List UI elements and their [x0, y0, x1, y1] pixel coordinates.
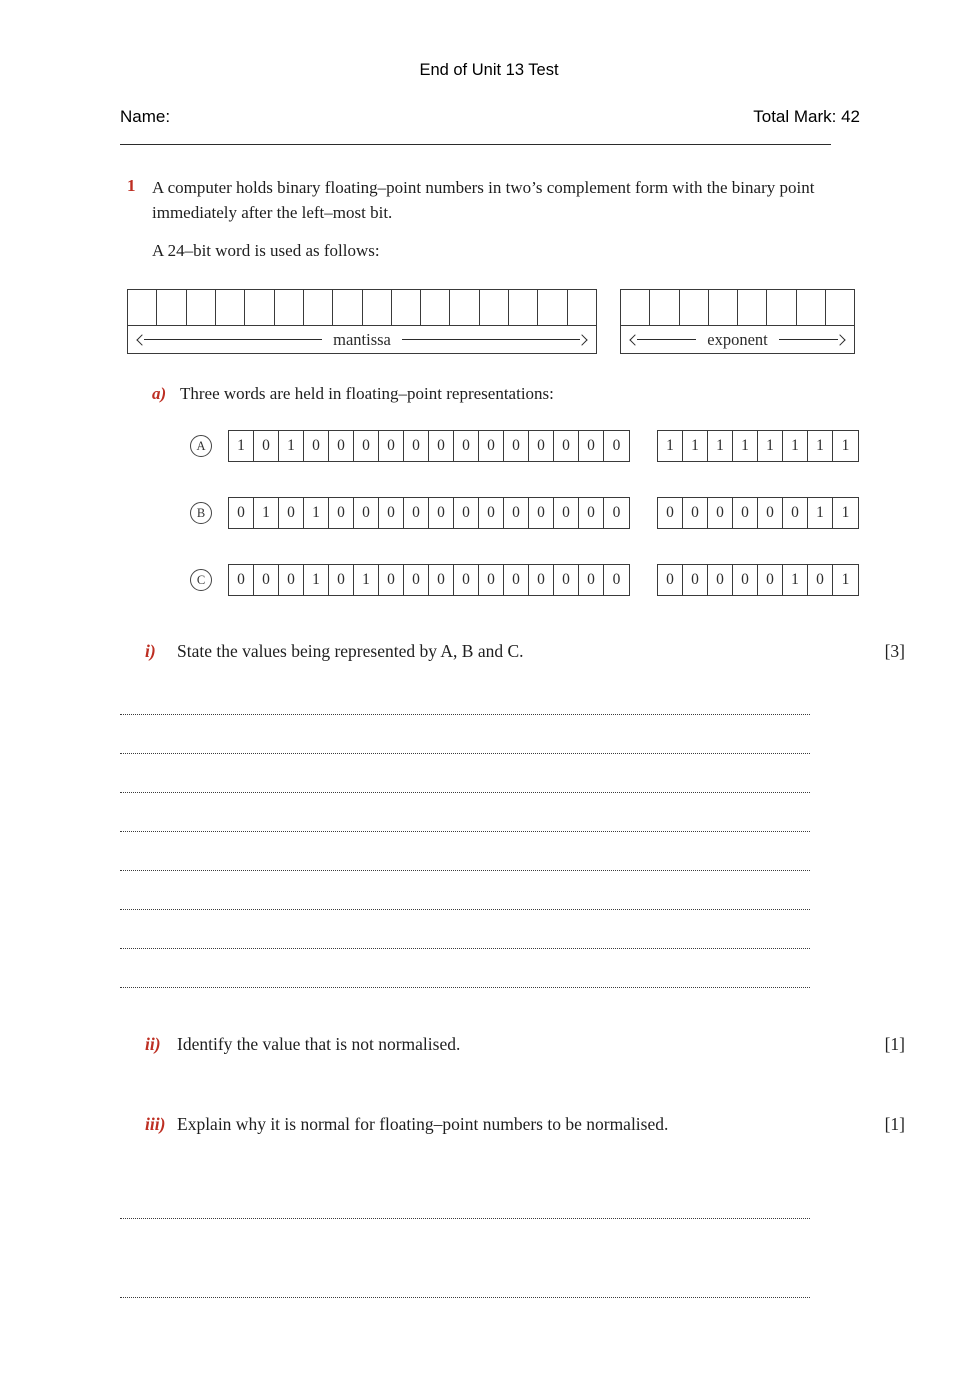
exponent-bits-c: [657, 564, 859, 596]
bit-cell: 1: [304, 565, 329, 595]
bit-cell: 0: [554, 498, 579, 528]
word-format-diagram: [127, 289, 905, 354]
part-i: [127, 639, 905, 664]
bit-cell: 0: [254, 565, 279, 595]
question-1-head: [127, 175, 905, 263]
word-row-c: [190, 564, 905, 596]
answer-line: [120, 715, 810, 754]
word-circle-label-c: C: [190, 569, 212, 591]
bit-cell: [333, 290, 362, 325]
answer-line: [120, 871, 810, 910]
mantissa-bits-a: [228, 430, 630, 462]
bit-cell: 0: [354, 431, 379, 461]
part-iii-label: iii): [145, 1114, 166, 1134]
bit-cell: 0: [429, 565, 454, 595]
answer-line: [120, 910, 810, 949]
bit-cell: 1: [304, 498, 329, 528]
bit-cell: [767, 290, 796, 325]
bit-cell: 0: [579, 565, 604, 595]
bit-cell: [421, 290, 450, 325]
bit-cell: 0: [379, 498, 404, 528]
bit-cell: 0: [404, 565, 429, 595]
bit-cell: 1: [254, 498, 279, 528]
bit-cell: 1: [279, 431, 304, 461]
bit-cell: [509, 290, 538, 325]
exponent-bits-b: [657, 497, 859, 529]
bit-cell: 0: [529, 498, 554, 528]
bit-cell: 0: [708, 498, 733, 528]
bit-cell: 1: [841, 437, 850, 454]
part-ii-text: Identify the value that is not normalised.: [177, 1034, 461, 1054]
bit-cell: 0: [229, 565, 254, 595]
header-name-row: [120, 107, 860, 127]
mantissa-bits-b: [228, 497, 630, 529]
exponent-bits-a: [657, 430, 859, 462]
question-word-line: A 24–bit word is used as follows:: [152, 241, 380, 260]
part-i-text: State the values being represented by A, B and C.: [177, 641, 524, 661]
bit-cell: 0: [304, 431, 329, 461]
arrow-left-icon: [629, 334, 640, 345]
words-list: [127, 430, 905, 596]
bit-cell: 0: [454, 498, 479, 528]
bit-cell: 1: [708, 431, 733, 461]
bit-cell: 1: [683, 431, 708, 461]
bit-cell: 0: [554, 431, 579, 461]
bit-cell: 1: [354, 565, 379, 595]
part-ii: [127, 1032, 905, 1057]
bit-cell: 0: [279, 498, 304, 528]
bit-cell: 1: [808, 431, 833, 461]
bit-cell: 0: [454, 565, 479, 595]
total-mark-label: Total Mark: 42: [753, 107, 860, 126]
bit-cell: [392, 290, 421, 325]
bit-cell: 0: [479, 565, 504, 595]
bit-cell: 0: [379, 565, 404, 595]
part-iii-marks: [1]: [884, 1114, 905, 1134]
word-row-b: [190, 497, 905, 529]
bit-cell: [275, 290, 304, 325]
bit-cell: [128, 290, 157, 325]
name-label: Name:: [120, 107, 171, 126]
mantissa-arrow-label: [128, 326, 596, 353]
bit-cell: 0: [658, 498, 683, 528]
bit-cell: [304, 290, 333, 325]
arrow-line: [637, 339, 696, 340]
bit-cell: 1: [783, 565, 808, 595]
bit-cell: 0: [379, 431, 404, 461]
bit-cell: [621, 290, 650, 325]
bit-cell: [568, 290, 596, 325]
bit-cell: 0: [429, 431, 454, 461]
bit-cell: [826, 290, 854, 325]
exponent-label: exponent: [707, 329, 768, 349]
bit-cell: [738, 290, 767, 325]
bit-cell: 1: [808, 498, 833, 528]
bit-cell: [187, 290, 216, 325]
word-row-a: [190, 430, 905, 462]
question-number: 1: [127, 176, 136, 195]
bit-cell: 0: [504, 498, 529, 528]
bit-cell: 0: [354, 498, 379, 528]
bit-cell: [216, 290, 245, 325]
bit-cell: 0: [479, 431, 504, 461]
bit-cell: 0: [329, 431, 354, 461]
bit-cell: 1: [841, 504, 850, 521]
mantissa-empty-cells: [128, 290, 596, 326]
bit-cell: 1: [783, 431, 808, 461]
answer-line: [120, 1140, 810, 1219]
bit-cell: 0: [479, 498, 504, 528]
answer-line: [120, 949, 810, 988]
bit-cell: 0: [683, 565, 708, 595]
answer-line: [120, 754, 810, 793]
bit-cell: 0: [529, 431, 554, 461]
bit-cell: 0: [733, 498, 758, 528]
bit-cell: 0: [758, 498, 783, 528]
bit-cell: [157, 290, 186, 325]
exponent-empty-cells: [621, 290, 854, 326]
question-text: [152, 175, 857, 263]
mantissa-bits-c: [228, 564, 630, 596]
bit-cell: 0: [254, 431, 279, 461]
bit-cell: 0: [454, 431, 479, 461]
arrow-right-icon: [576, 334, 587, 345]
part-a: [127, 381, 905, 406]
bit-cell: 0: [612, 504, 621, 521]
bit-cell: 0: [708, 565, 733, 595]
bit-cell: 0: [612, 437, 621, 454]
bit-cell: [363, 290, 392, 325]
part-iii: [127, 1112, 905, 1137]
bit-cell: 0: [579, 431, 604, 461]
bit-cell: 0: [279, 565, 304, 595]
bit-cell: [538, 290, 567, 325]
bit-cell: 0: [329, 565, 354, 595]
bit-cell: 1: [758, 431, 783, 461]
bit-cell: [450, 290, 479, 325]
question-1: [127, 175, 905, 1298]
exponent-box: [620, 289, 855, 354]
bit-cell: 0: [758, 565, 783, 595]
bit-cell: 0: [612, 571, 621, 588]
bit-cell: [650, 290, 679, 325]
answer-line: [120, 676, 810, 715]
document-title: End of Unit 13 Test: [419, 61, 559, 79]
bit-cell: [680, 290, 709, 325]
answer-line: [120, 1219, 810, 1298]
bit-cell: 0: [529, 565, 554, 595]
bit-cell: 0: [404, 498, 429, 528]
exponent-arrow-label: [621, 326, 854, 353]
bit-cell: 0: [658, 565, 683, 595]
part-ii-marks: [1]: [884, 1034, 905, 1054]
bit-cell: 0: [683, 498, 708, 528]
bit-cell: 1: [733, 431, 758, 461]
header-rule: [120, 144, 831, 145]
question-intro: A computer holds binary floating–point numbers in two’s complement form with the binary point immediately after the left–most bit.: [152, 178, 815, 222]
mantissa-box: [127, 289, 597, 354]
bit-cell: 0: [579, 498, 604, 528]
arrow-right-icon: [834, 334, 845, 345]
bit-cell: 0: [504, 565, 529, 595]
bit-cell: 0: [229, 498, 254, 528]
part-a-text: Three words are held in floating–point representations:: [180, 384, 554, 403]
bit-cell: 1: [841, 571, 850, 588]
bit-cell: 0: [404, 431, 429, 461]
bit-cell: 0: [329, 498, 354, 528]
mantissa-label: mantissa: [333, 329, 391, 349]
bit-cell: [797, 290, 826, 325]
arrow-line: [779, 339, 838, 340]
bit-cell: [245, 290, 274, 325]
part-ii-label: ii): [145, 1034, 161, 1054]
arrow-line: [402, 339, 580, 340]
answer-lines-iii: [120, 1140, 810, 1298]
bit-cell: [709, 290, 738, 325]
word-circle-label-b: B: [190, 502, 212, 524]
bit-cell: 1: [658, 431, 683, 461]
bit-cell: 0: [504, 431, 529, 461]
answer-lines-i: [120, 676, 810, 988]
word-circle-label-a: A: [190, 435, 212, 457]
answer-line: [120, 793, 810, 832]
bit-cell: 0: [733, 565, 758, 595]
answer-line: [120, 832, 810, 871]
part-iii-text: Explain why it is normal for floating–point numbers to be normalised.: [177, 1114, 669, 1134]
bit-cell: 0: [783, 498, 808, 528]
bit-cell: [480, 290, 509, 325]
bit-cell: 0: [429, 498, 454, 528]
part-i-label: i): [145, 641, 156, 661]
bit-cell: 0: [554, 565, 579, 595]
part-i-marks: [3]: [884, 641, 905, 661]
bit-cell: 1: [229, 431, 254, 461]
part-a-label: a): [152, 384, 167, 403]
bit-cell: 0: [808, 565, 833, 595]
arrow-left-icon: [136, 334, 147, 345]
arrow-line: [144, 339, 322, 340]
